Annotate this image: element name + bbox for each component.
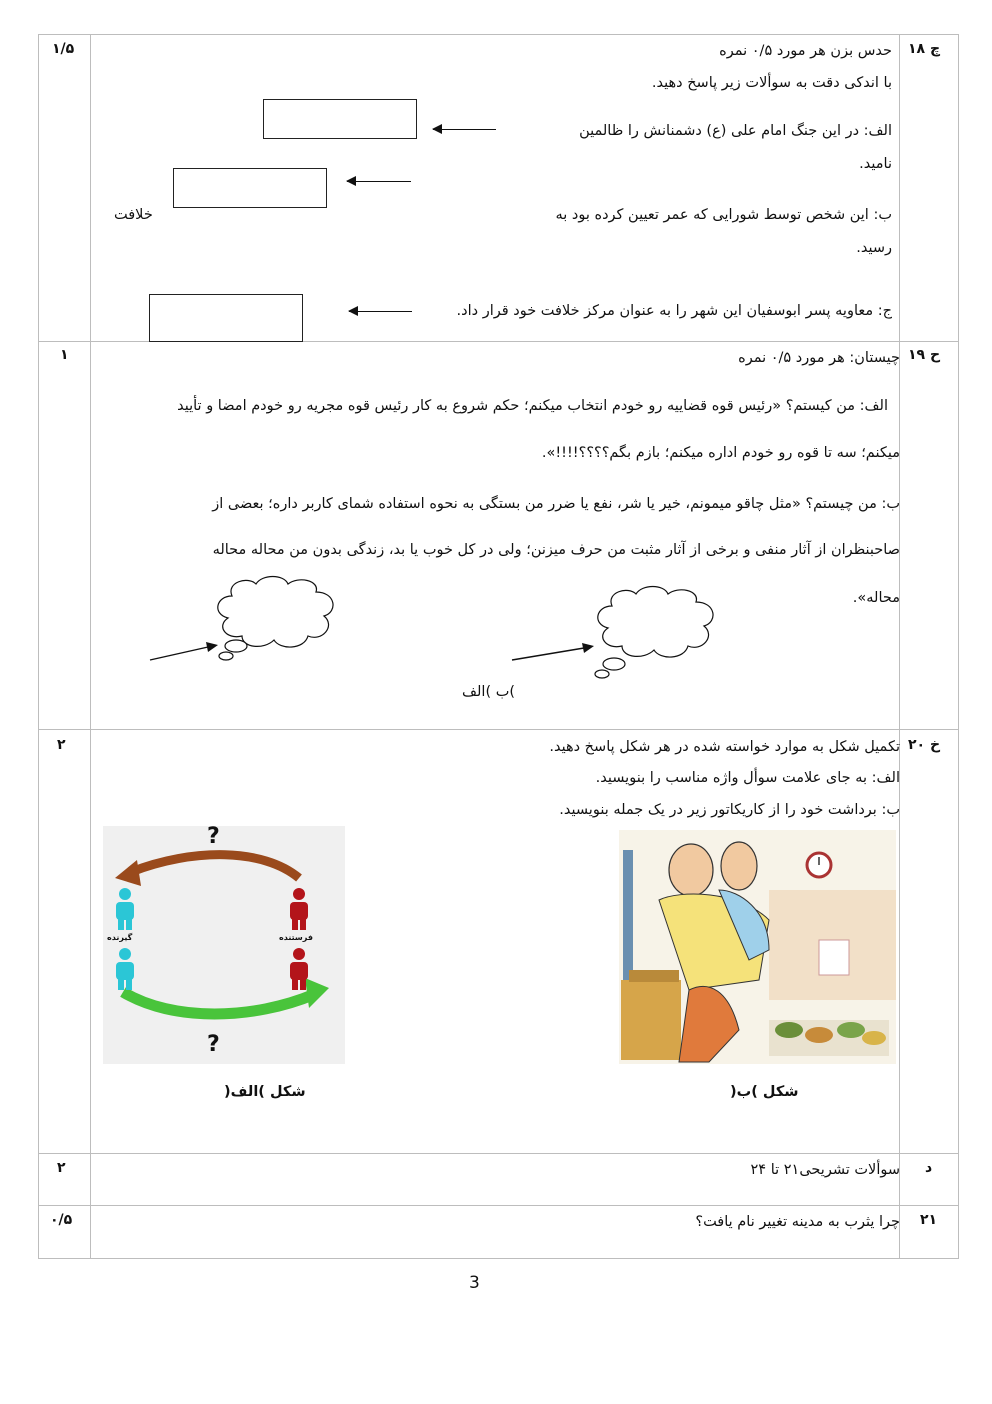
question-score: ۰/۵ (50, 1212, 73, 1228)
arrow-left-icon (349, 311, 412, 312)
question-text: چرا یثرب به مدینه تغییر نام یافت؟ (695, 1214, 900, 1230)
thought-bubble-icon (500, 570, 760, 680)
riddle-a-text: الف: من کیستم؟ «رئیس قوه قضاییه رو خودم انتخاب میکنم؛ حکم شروع به کار رئیس قوه مجریه رو خودم امضا و تأیید (177, 398, 888, 414)
question-number: خ ۲۰ (908, 737, 941, 753)
row-divider (38, 729, 959, 730)
riddle-b-text: ب: من چیستم؟ «مثل چاقو میمونم، خیر یا شر، نفع یا ضرر من بستگی به نحوه استفاده شمای کاربر داره؛ بعضی از (212, 496, 900, 512)
sender-label: فرستنده (279, 933, 313, 942)
answer-box[interactable] (173, 168, 327, 208)
row-divider (38, 1258, 959, 1259)
id-column-divider (899, 34, 900, 1258)
row-divider (38, 1205, 959, 1206)
answer-box[interactable] (263, 99, 417, 139)
question-title: حدس بزن هر مورد ۰/۵ نمره (719, 43, 892, 59)
q20-part-b: ب: برداشت خود را از کاریکاتور زیر در یک جمله بنویسید. (559, 802, 900, 818)
question-number: چ ۱۸ (908, 41, 941, 57)
question-title: تکمیل شکل به موارد خواسته شده در هر شکل پاسخ دهید. (549, 739, 900, 755)
table-left-border (38, 34, 39, 1258)
receiver-label: گیرنده (107, 933, 133, 942)
riddle-a-text: میکنم؛ سه تا قوه رو خودم اداره میکنم؛ بازم بگم؟؟؟؟!!!!». (541, 445, 900, 461)
question-mark: ? (207, 1032, 220, 1057)
row-divider (38, 1153, 959, 1154)
q20-part-a: الف: به جای علامت سوأل واژه مناسب را بنویسید. (595, 770, 900, 786)
riddle-b-text: محاله». (852, 590, 900, 606)
question-score: ۲ (57, 737, 66, 753)
table-right-border (958, 34, 959, 1258)
question-number: ۲۱ (920, 1212, 938, 1228)
item-b-text: ب: این شخص توسط شورایی که عمر تعیین کرده بود به (555, 207, 892, 223)
item-a-text: نامید. (859, 156, 892, 172)
caption-shape-a: شکل )الف( (224, 1084, 306, 1100)
riddle-b-text: صاحبنظران از آثار منفی و برخی از آثار مثبت من حرف میزنن؛ ولی در کل خوب یا بد، زندگی بدون من محاله محاله (212, 542, 900, 558)
item-a-text: الف: در این جنگ امام علی (ع) دشمنانش را ظالمین (579, 123, 892, 139)
item-b-side-word: خلافت (114, 207, 153, 223)
arrow-left-icon (433, 129, 496, 130)
question-title: چیستان: هر مورد ۰/۵ نمره (738, 350, 900, 366)
item-c-text: ج: معاویه پسر ابوسفیان این شهر را به عنوان مرکز خلافت خود قرار داد. (456, 303, 892, 319)
caricature-image (619, 830, 896, 1064)
thought-bubble-icon (140, 570, 380, 670)
question-instruction: با اندکی دقت به سوألات زیر پاسخ دهید. (651, 75, 892, 91)
caption-shape-b: شکل )ب( (730, 1084, 799, 1100)
answer-box[interactable] (149, 294, 303, 342)
score-column-divider (90, 34, 91, 1258)
item-b-text: رسید. (856, 240, 892, 256)
question-score: ۱ (60, 347, 69, 363)
page-number: 3 (469, 1273, 480, 1293)
arrow-left-icon (347, 181, 411, 182)
question-score: ۱/۵ (52, 41, 75, 57)
section-score: ۲ (57, 1160, 66, 1176)
communication-diagram (103, 826, 345, 1064)
section-title: سوألات تشریحی۲۱ تا ۲۴ (750, 1162, 900, 1178)
bubble-labels: )ب )الف (462, 684, 516, 700)
question-mark: ? (207, 824, 220, 849)
section-id: د (925, 1160, 933, 1176)
question-number: ح ۱۹ (908, 347, 941, 363)
row-divider (38, 34, 959, 35)
